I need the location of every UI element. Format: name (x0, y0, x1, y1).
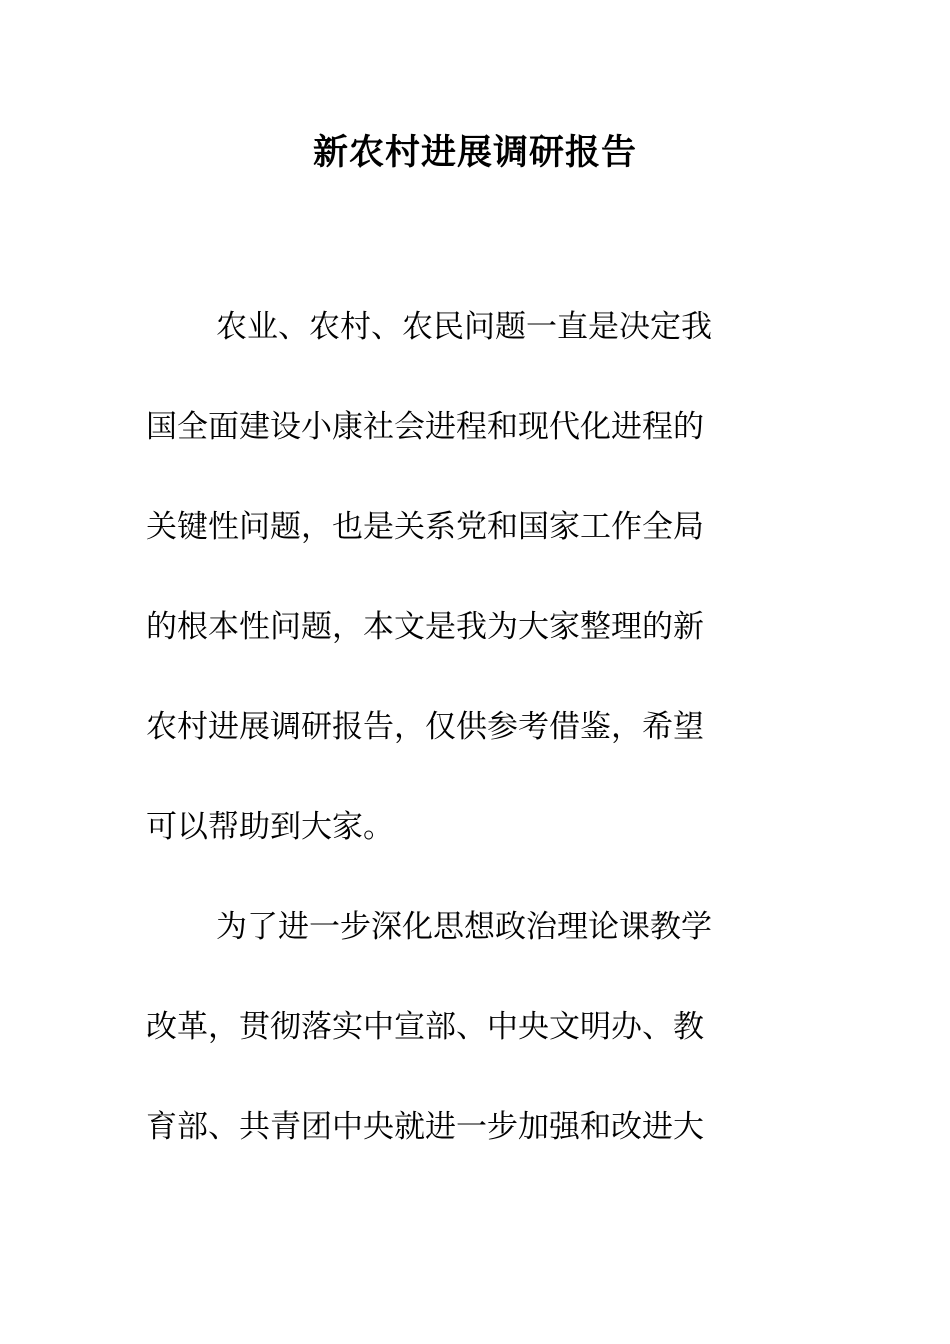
paragraph-2-line-3: 育部、共青团中央就进一步加强和改进大 (146, 1109, 704, 1145)
paragraph-1-line-6: 可以帮助到大家。 (146, 809, 394, 845)
paragraph-1-line-3: 关键性问题，也是关系党和国家工作全局 (146, 509, 704, 545)
paragraph-1-line-1: 农业、农村、农民问题一直是决定我 (216, 309, 712, 345)
paragraph-2-line-1: 为了进一步深化思想政治理论课教学 (216, 909, 712, 945)
document-body (146, 298, 778, 1198)
paragraph-1-line-4: 的根本性问题，本文是我为大家整理的新 (146, 609, 704, 645)
paragraph-2-line-2: 改革，贯彻落实中宣部、中央文明办、教 (146, 1009, 704, 1045)
paragraph-1-line-2: 国全面建设小康社会进程和现代化进程的 (146, 409, 704, 445)
paragraph-1-line-5: 农村进展调研报告，仅供参考借鉴，希望 (146, 709, 704, 745)
document-title: 新农村进展调研报告 (312, 132, 637, 173)
